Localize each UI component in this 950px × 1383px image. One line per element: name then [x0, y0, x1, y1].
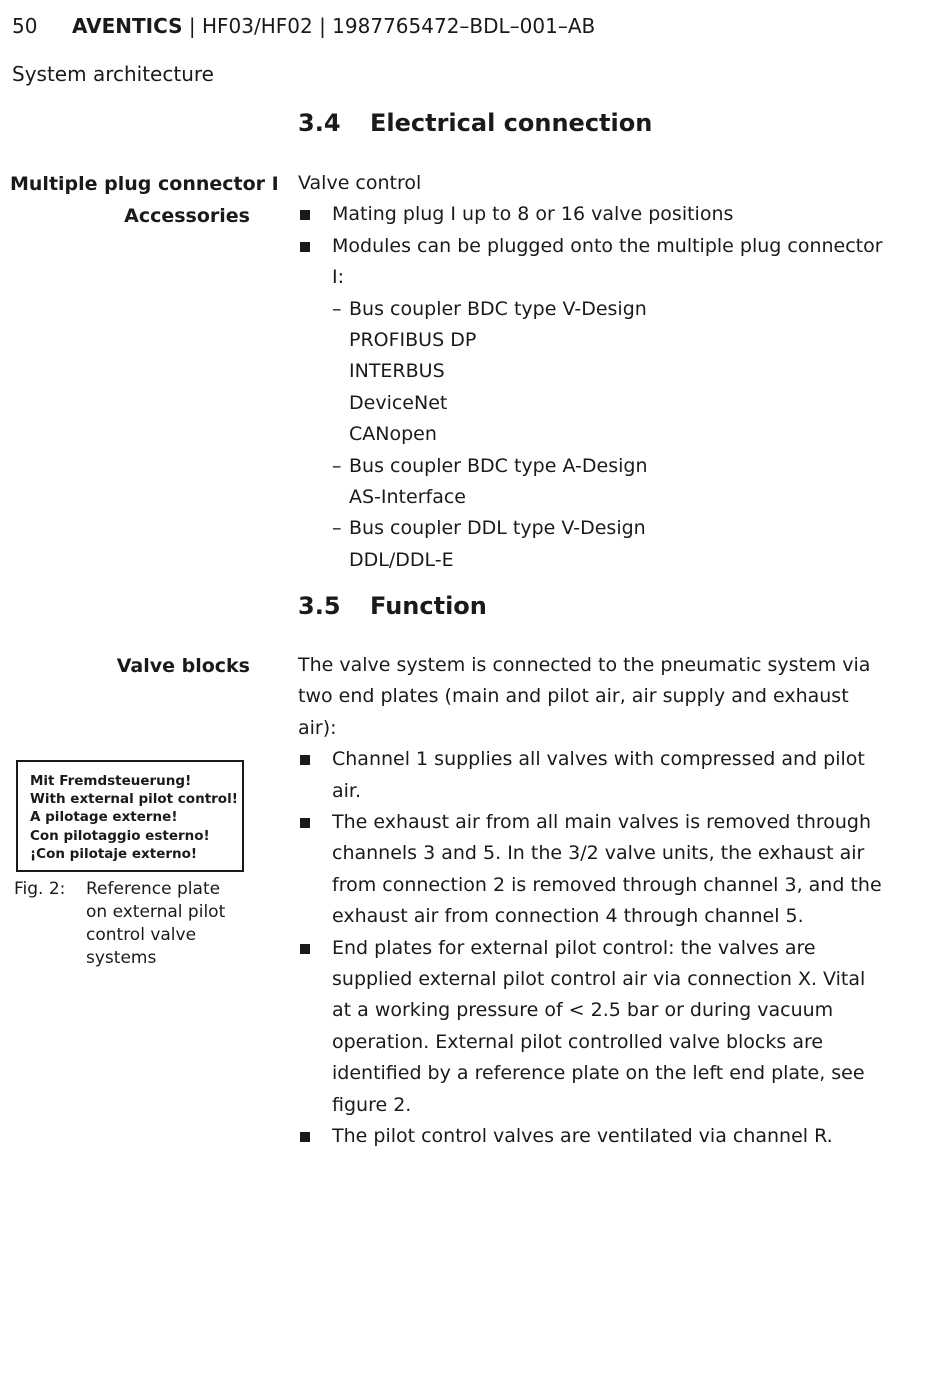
section-number: 3.5 — [298, 592, 341, 620]
group-item: DeviceNet — [349, 391, 448, 414]
group-item: INTERBUS — [349, 360, 445, 383]
dash-glyph: – — [332, 297, 342, 320]
list-item: The exhaust air from all main valves is removed through channels 3 and 5. In the 3/2 valve units, the exhaust air from connection 2 is removed through channel 3, and the exhaust air from connection 4 through channel 5. — [298, 807, 888, 933]
plate-line: Con pilotaggio esterno! — [30, 827, 210, 844]
group-title: Bus coupler BDC type V-Design — [349, 297, 647, 320]
plate-line: Mit Fremdsteuerung! — [30, 773, 192, 789]
group-title: Bus coupler BDC type A-Design — [349, 454, 648, 477]
margin-label-line: Multiple plug connector I — [10, 173, 279, 195]
margin-label-valve-blocks: Valve blocks — [116, 655, 250, 677]
intro-text: Valve control — [298, 172, 422, 194]
list-item — [298, 513, 898, 576]
section-3-5-body — [298, 650, 888, 1153]
document-info: | HF03/HF02 | 1987765472–BDL–001–AB — [182, 14, 596, 38]
margin-label-multiple-plug — [10, 168, 279, 232]
plate-line: A pilotage externe! — [30, 809, 178, 826]
bullet-list — [298, 744, 888, 1152]
list-item — [298, 231, 898, 294]
list-item: Mating plug I up to 8 or 16 valve positions — [298, 199, 898, 230]
group-item: PROFIBUS DP — [349, 329, 477, 352]
section-title: Function — [370, 592, 487, 620]
reference-plate-figure — [16, 760, 244, 872]
bus-coupler-list — [298, 294, 898, 577]
figure-label: Fig. 2: — [14, 879, 66, 899]
dash-glyph: – — [332, 454, 342, 477]
list-item — [298, 451, 898, 514]
section-heading-3-5 — [298, 590, 487, 622]
group-item: DDL/DDL-E — [349, 548, 454, 571]
list-item: Channel 1 supplies all valves with compressed and pilot air. — [298, 744, 888, 807]
list-item: End plates for external pilot control: the valves are supplied external pilot control air via connection X. Vital at a working pressure of < 2.5 bar or during vacuum operation. External pilot controlled valve blocks are identified by a reference plate on the left end plate, see figure 2. — [298, 933, 888, 1121]
bullet-list — [298, 199, 898, 293]
page-header — [12, 12, 595, 40]
intro-text: The valve system is connected to the pneumatic system via two end plates (main and pilot air, air supply and exhaust air): — [298, 654, 871, 739]
list-item — [298, 294, 898, 451]
dash-glyph: – — [332, 517, 342, 540]
section-title: Electrical connection — [370, 109, 653, 137]
section-3-4-body — [298, 168, 898, 576]
section-heading-3-4 — [298, 107, 652, 139]
chapter-title: System architecture — [12, 62, 214, 86]
margin-label-line: Accessories — [124, 205, 250, 227]
list-item-text: Modules can be plugged onto the multiple plug connector I: — [332, 234, 883, 289]
figure-caption-text: Reference plate on external pilot control valve systems — [86, 879, 226, 968]
group-item: AS-Interface — [349, 486, 466, 509]
figure-caption — [14, 878, 246, 970]
group-item: CANopen — [349, 423, 437, 446]
list-item: The pilot control valves are ventilated via channel R. — [298, 1121, 888, 1152]
plate-line: ¡Con pilotaje externo! — [30, 845, 198, 862]
group-title: Bus coupler DDL type V-Design — [349, 517, 646, 540]
section-number: 3.4 — [298, 109, 341, 137]
plate-line: With external pilot control! — [30, 791, 238, 808]
page-number: 50 — [12, 14, 38, 38]
brand-name: AVENTICS — [72, 14, 183, 38]
